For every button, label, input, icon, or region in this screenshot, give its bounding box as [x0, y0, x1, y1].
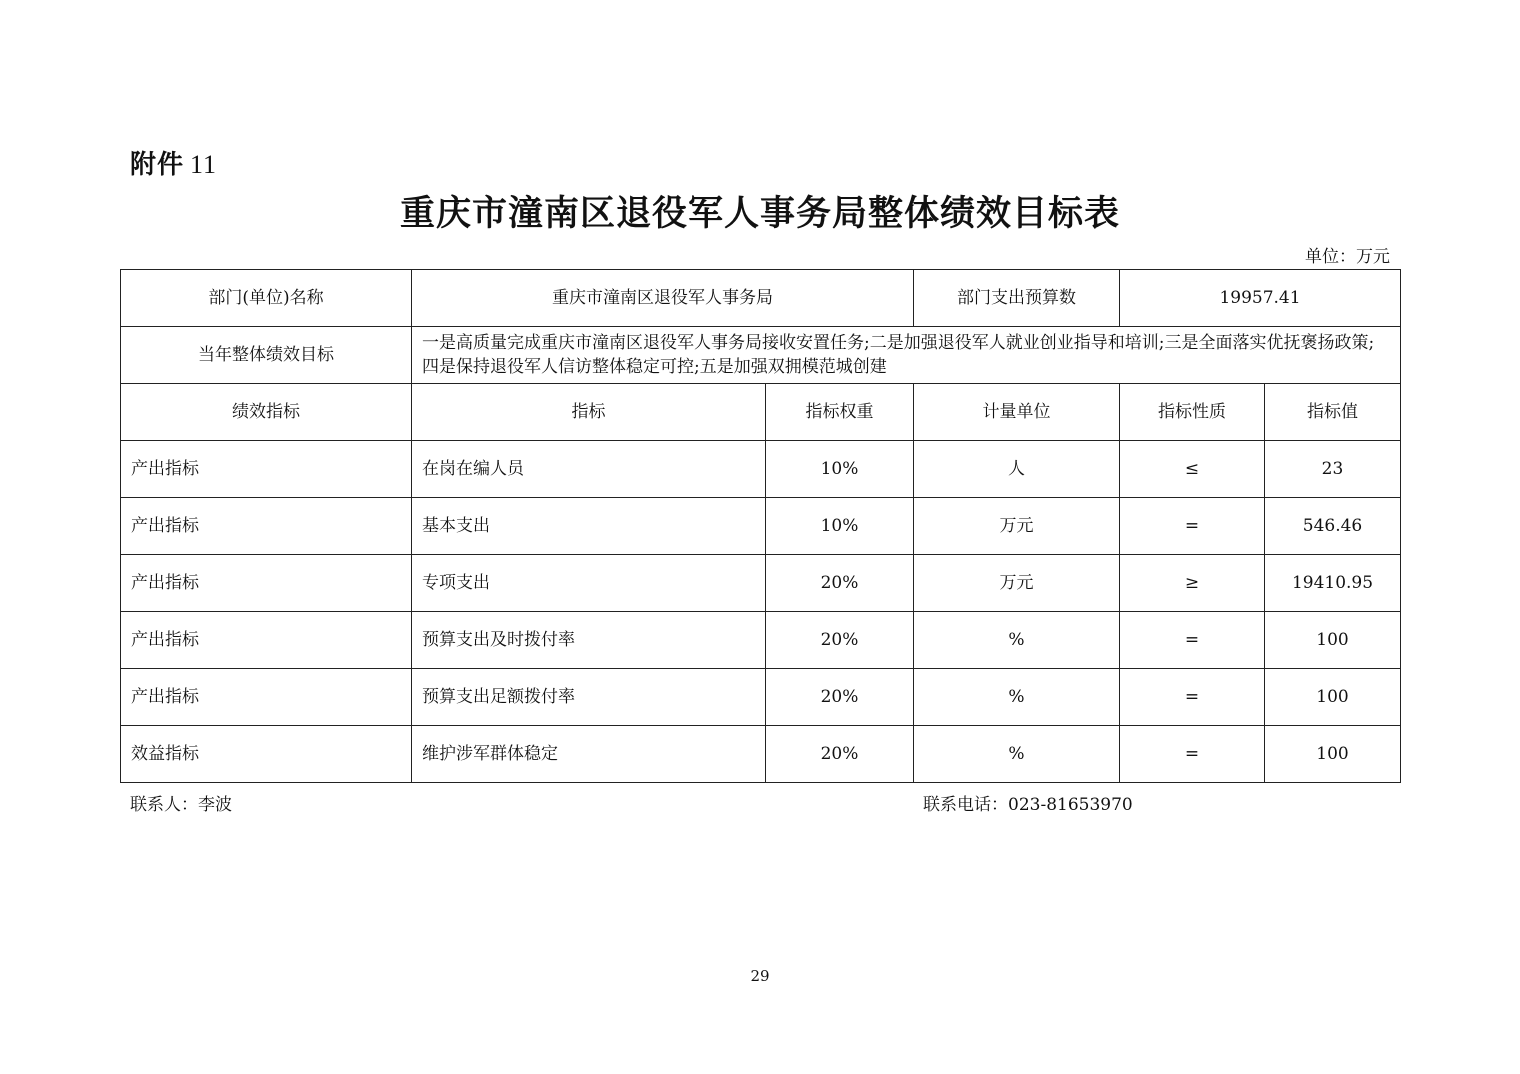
dept-name-label: 部门(单位)名称: [121, 270, 412, 327]
goal-row: [121, 327, 1401, 384]
budget-value: 19957.41: [1120, 270, 1401, 327]
dept-name-value: 重庆市潼南区退役军人事务局: [412, 270, 914, 327]
table-row: [121, 726, 1401, 783]
header-category: 绩效指标: [121, 384, 412, 441]
row-unit: 万元: [914, 498, 1120, 555]
row-value: 546.46: [1265, 498, 1401, 555]
goal-value: 一是高质量完成重庆市潼南区退役军人事务局接收安置任务;二是加强退役军人就业创业指导和培训;三是全面落实优抚褒扬政策;四是保持退役军人信访整体稳定可控;五是加强双拥模范城创建: [412, 327, 1401, 384]
row-value: 19410.95: [1265, 555, 1401, 612]
row-nature: =: [1120, 669, 1265, 726]
row-weight: 20%: [766, 612, 914, 669]
header-weight: 指标权重: [766, 384, 914, 441]
attachment-number: 11: [190, 150, 218, 179]
row-value: 23: [1265, 441, 1401, 498]
row-category: 效益指标: [121, 726, 412, 783]
row-weight: 20%: [766, 555, 914, 612]
row-category: 产出指标: [121, 555, 412, 612]
row-value: 100: [1265, 612, 1401, 669]
row-weight: 10%: [766, 441, 914, 498]
header-unit: 计量单位: [914, 384, 1120, 441]
row-category: 产出指标: [121, 669, 412, 726]
table-row: [121, 555, 1401, 612]
attachment-label: [130, 144, 217, 181]
row-nature: ≤: [1120, 441, 1265, 498]
table-row: [121, 612, 1401, 669]
row-weight: 10%: [766, 498, 914, 555]
header-indicator: 指标: [412, 384, 766, 441]
header-nature: 指标性质: [1120, 384, 1265, 441]
row-unit: 万元: [914, 555, 1120, 612]
row-indicator: 预算支出足额拨付率: [412, 669, 766, 726]
row-unit: %: [914, 669, 1120, 726]
row-nature: =: [1120, 726, 1265, 783]
row-weight: 20%: [766, 726, 914, 783]
row-value: 100: [1265, 669, 1401, 726]
contact-person: 联系人：李波: [130, 795, 232, 815]
row-indicator: 专项支出: [412, 555, 766, 612]
budget-label: 部门支出预算数: [914, 270, 1120, 327]
header-row: [121, 384, 1401, 441]
performance-table: [120, 269, 1401, 783]
row-category: 产出指标: [121, 498, 412, 555]
row-nature: =: [1120, 612, 1265, 669]
row-unit: %: [914, 726, 1120, 783]
dept-row: [121, 270, 1401, 327]
row-weight: 20%: [766, 669, 914, 726]
page-number: 29: [750, 967, 770, 985]
table-row: [121, 669, 1401, 726]
row-value: 100: [1265, 726, 1401, 783]
contact-phone: 联系电话：023-81653970: [923, 795, 1133, 815]
row-category: 产出指标: [121, 612, 412, 669]
row-unit: %: [914, 612, 1120, 669]
header-value: 指标值: [1265, 384, 1401, 441]
table-row: [121, 498, 1401, 555]
row-nature: =: [1120, 498, 1265, 555]
page-title: 重庆市潼南区退役军人事务局整体绩效目标表: [399, 193, 1120, 234]
row-category: 产出指标: [121, 441, 412, 498]
row-indicator: 基本支出: [412, 498, 766, 555]
unit-note: 单位：万元: [1305, 247, 1390, 267]
row-unit: 人: [914, 441, 1120, 498]
attachment-text: 附件: [130, 150, 185, 180]
row-indicator: 预算支出及时拨付率: [412, 612, 766, 669]
row-indicator: 在岗在编人员: [412, 441, 766, 498]
table-row: [121, 441, 1401, 498]
row-indicator: 维护涉军群体稳定: [412, 726, 766, 783]
row-nature: ≥: [1120, 555, 1265, 612]
goal-label: 当年整体绩效目标: [121, 327, 412, 384]
